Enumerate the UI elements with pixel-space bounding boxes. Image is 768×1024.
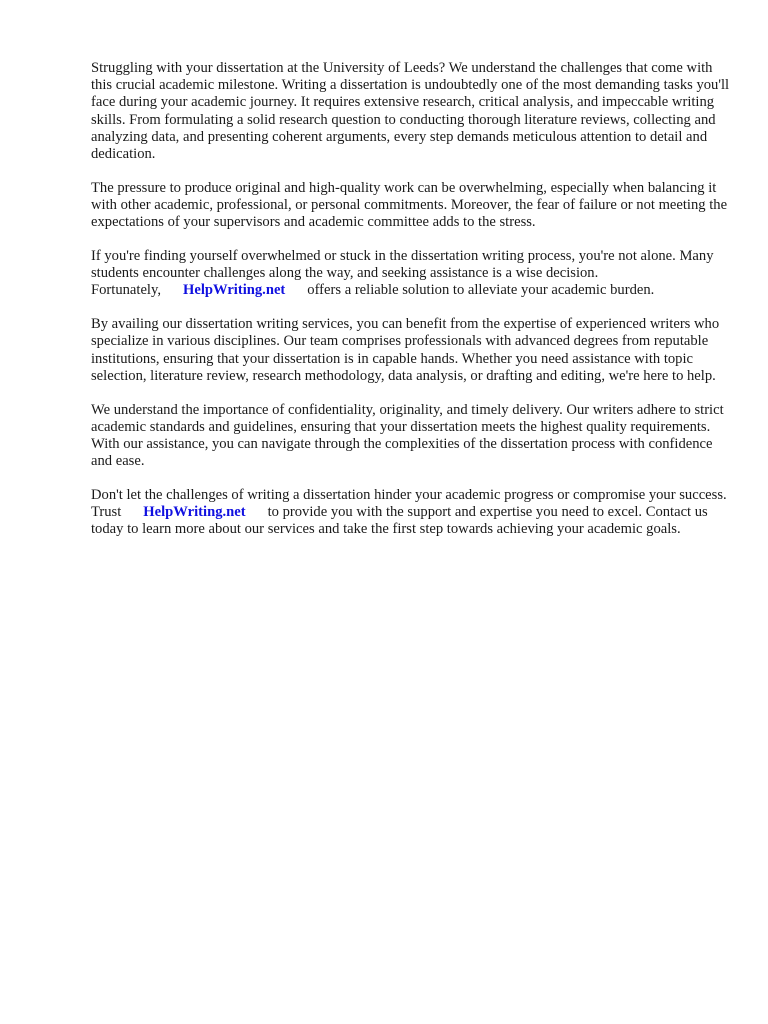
paragraph-not-alone-before: If you're finding yourself overwhelmed or stuck in the dissertation writing process, you're not alone. Many students encounter challenges along the way, and seeking assistance is a wise decision. Fortunately, bbox=[91, 248, 714, 299]
paragraph-closing-after: to provide you with the support and expertise you need to excel. Contact us today to learn more about our services and take the first step towards achieving your academic goals. bbox=[91, 504, 708, 538]
paragraph-closing-before: Don't let the challenges of writing a dissertation hinder your academic progress or compromise your success. Trust bbox=[91, 487, 727, 521]
paragraph-not-alone bbox=[91, 248, 731, 300]
helpwriting-link-closing[interactable]: HelpWriting.net bbox=[143, 504, 246, 521]
paragraph-not-alone-after: offers a reliable solution to alleviate your academic burden. bbox=[307, 282, 655, 299]
paragraph-services bbox=[91, 316, 731, 385]
paragraph-closing bbox=[91, 487, 731, 539]
helpwriting-link[interactable]: HelpWriting.net bbox=[182, 282, 286, 299]
paragraph-intro-text: Struggling with your dissertation at the University of Leeds? We understand the challenges that come with this crucial academic milestone. Writing a dissertation is undoubtedly one of the most demanding tasks you'll face during your academic journey. It requires extensive research, critical analysis, and impeccable writing skills. From formulating a solid research question to conducting thorough literature reviews, collecting and analyzing data, and presenting coherent arguments, every step demands meticulous attention to detail and dedication. bbox=[91, 60, 730, 163]
paragraph-services-text: By availing our dissertation writing services, you can benefit from the expertise of experienced writers who specialize in various disciplines. Our team comprises professionals with advanced degrees from reputable institutions, ensuring that your dissertation is in capable hands. Whether you need assistance with topic selection, literature review, research methodology, data analysis, or drafting and editing, we're here to help. bbox=[91, 316, 720, 384]
paragraph-confidentiality bbox=[91, 402, 731, 471]
paragraph-pressure bbox=[91, 180, 731, 232]
paragraph-confidentiality-text: We understand the importance of confidentiality, originality, and timely delivery. Our writers adhere to strict academic standards and guidelines, ensuring that your dissertation meets the highest quality requirements. With our assistance, you can navigate through the complexities of the dissertation process with confidence and ease. bbox=[91, 401, 724, 470]
paragraph-intro bbox=[91, 60, 731, 163]
document-body bbox=[91, 60, 731, 555]
paragraph-pressure-text: The pressure to produce original and high-quality work can be overwhelming, especially when balancing it with other academic, professional, or personal commitments. Moreover, the fear of failure or not meeting the expectations of your supervisors and academic committee adds to the stress. bbox=[91, 179, 728, 231]
